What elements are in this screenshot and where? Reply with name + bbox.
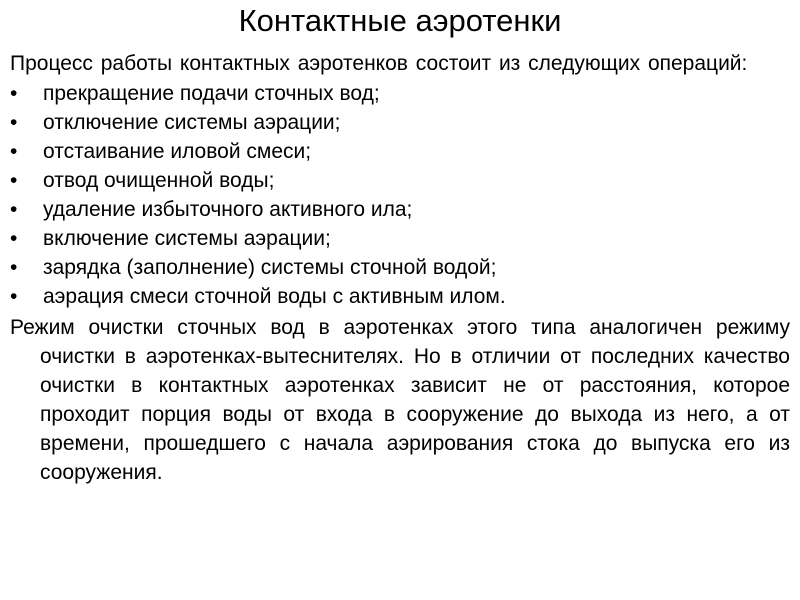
bullet-icon: • [10,198,18,221]
list-item [10,282,790,311]
slide-body [10,49,790,487]
bullet-icon: • [10,111,18,134]
bullet-icon: • [10,82,18,105]
bullet-icon: • [10,140,18,163]
list-item-text: аэрация смеси сточной воды с активным илом. [43,285,506,308]
list-item [10,79,790,108]
list-item-text: включение системы аэрации; [43,227,331,250]
list-item-text: отвод очищенной воды; [43,169,275,192]
list-item-text: отстаивание иловой смеси; [43,140,312,163]
operations-list [10,79,790,311]
list-item [10,166,790,195]
list-item [10,195,790,224]
list-item [10,108,790,137]
list-item [10,253,790,282]
bullet-icon: • [10,227,18,250]
list-item-text: отключение системы аэрации; [43,111,341,134]
conclusion-paragraph: Режим очистки сточных вод в аэротенках этого типа аналогичен режиму очистки в аэротенках-вытеснителях. Но в отличии от последних качество очистки в контактных аэротенках зависит не от расстояния, которое проходит порция воды от входа в сооружение до выхода из него, а от времени, прошедшего с начала аэрирования стока до выпуска его из сооружения. [10,316,790,484]
list-item [10,137,790,166]
intro-paragraph: Процесс работы контактных аэротенков состоит из следующих операций: [10,52,748,75]
list-item [10,224,790,253]
slide-title: Контактные аэротенки [238,3,562,38]
list-item-text: зарядка (заполнение) системы сточной водой; [43,256,497,279]
bullet-icon: • [10,256,18,279]
bullet-icon: • [10,285,18,308]
list-item-text: прекращение подачи сточных вод; [43,82,380,105]
list-item-text: удаление избыточного активного ила; [43,198,413,221]
bullet-icon: • [10,169,18,192]
